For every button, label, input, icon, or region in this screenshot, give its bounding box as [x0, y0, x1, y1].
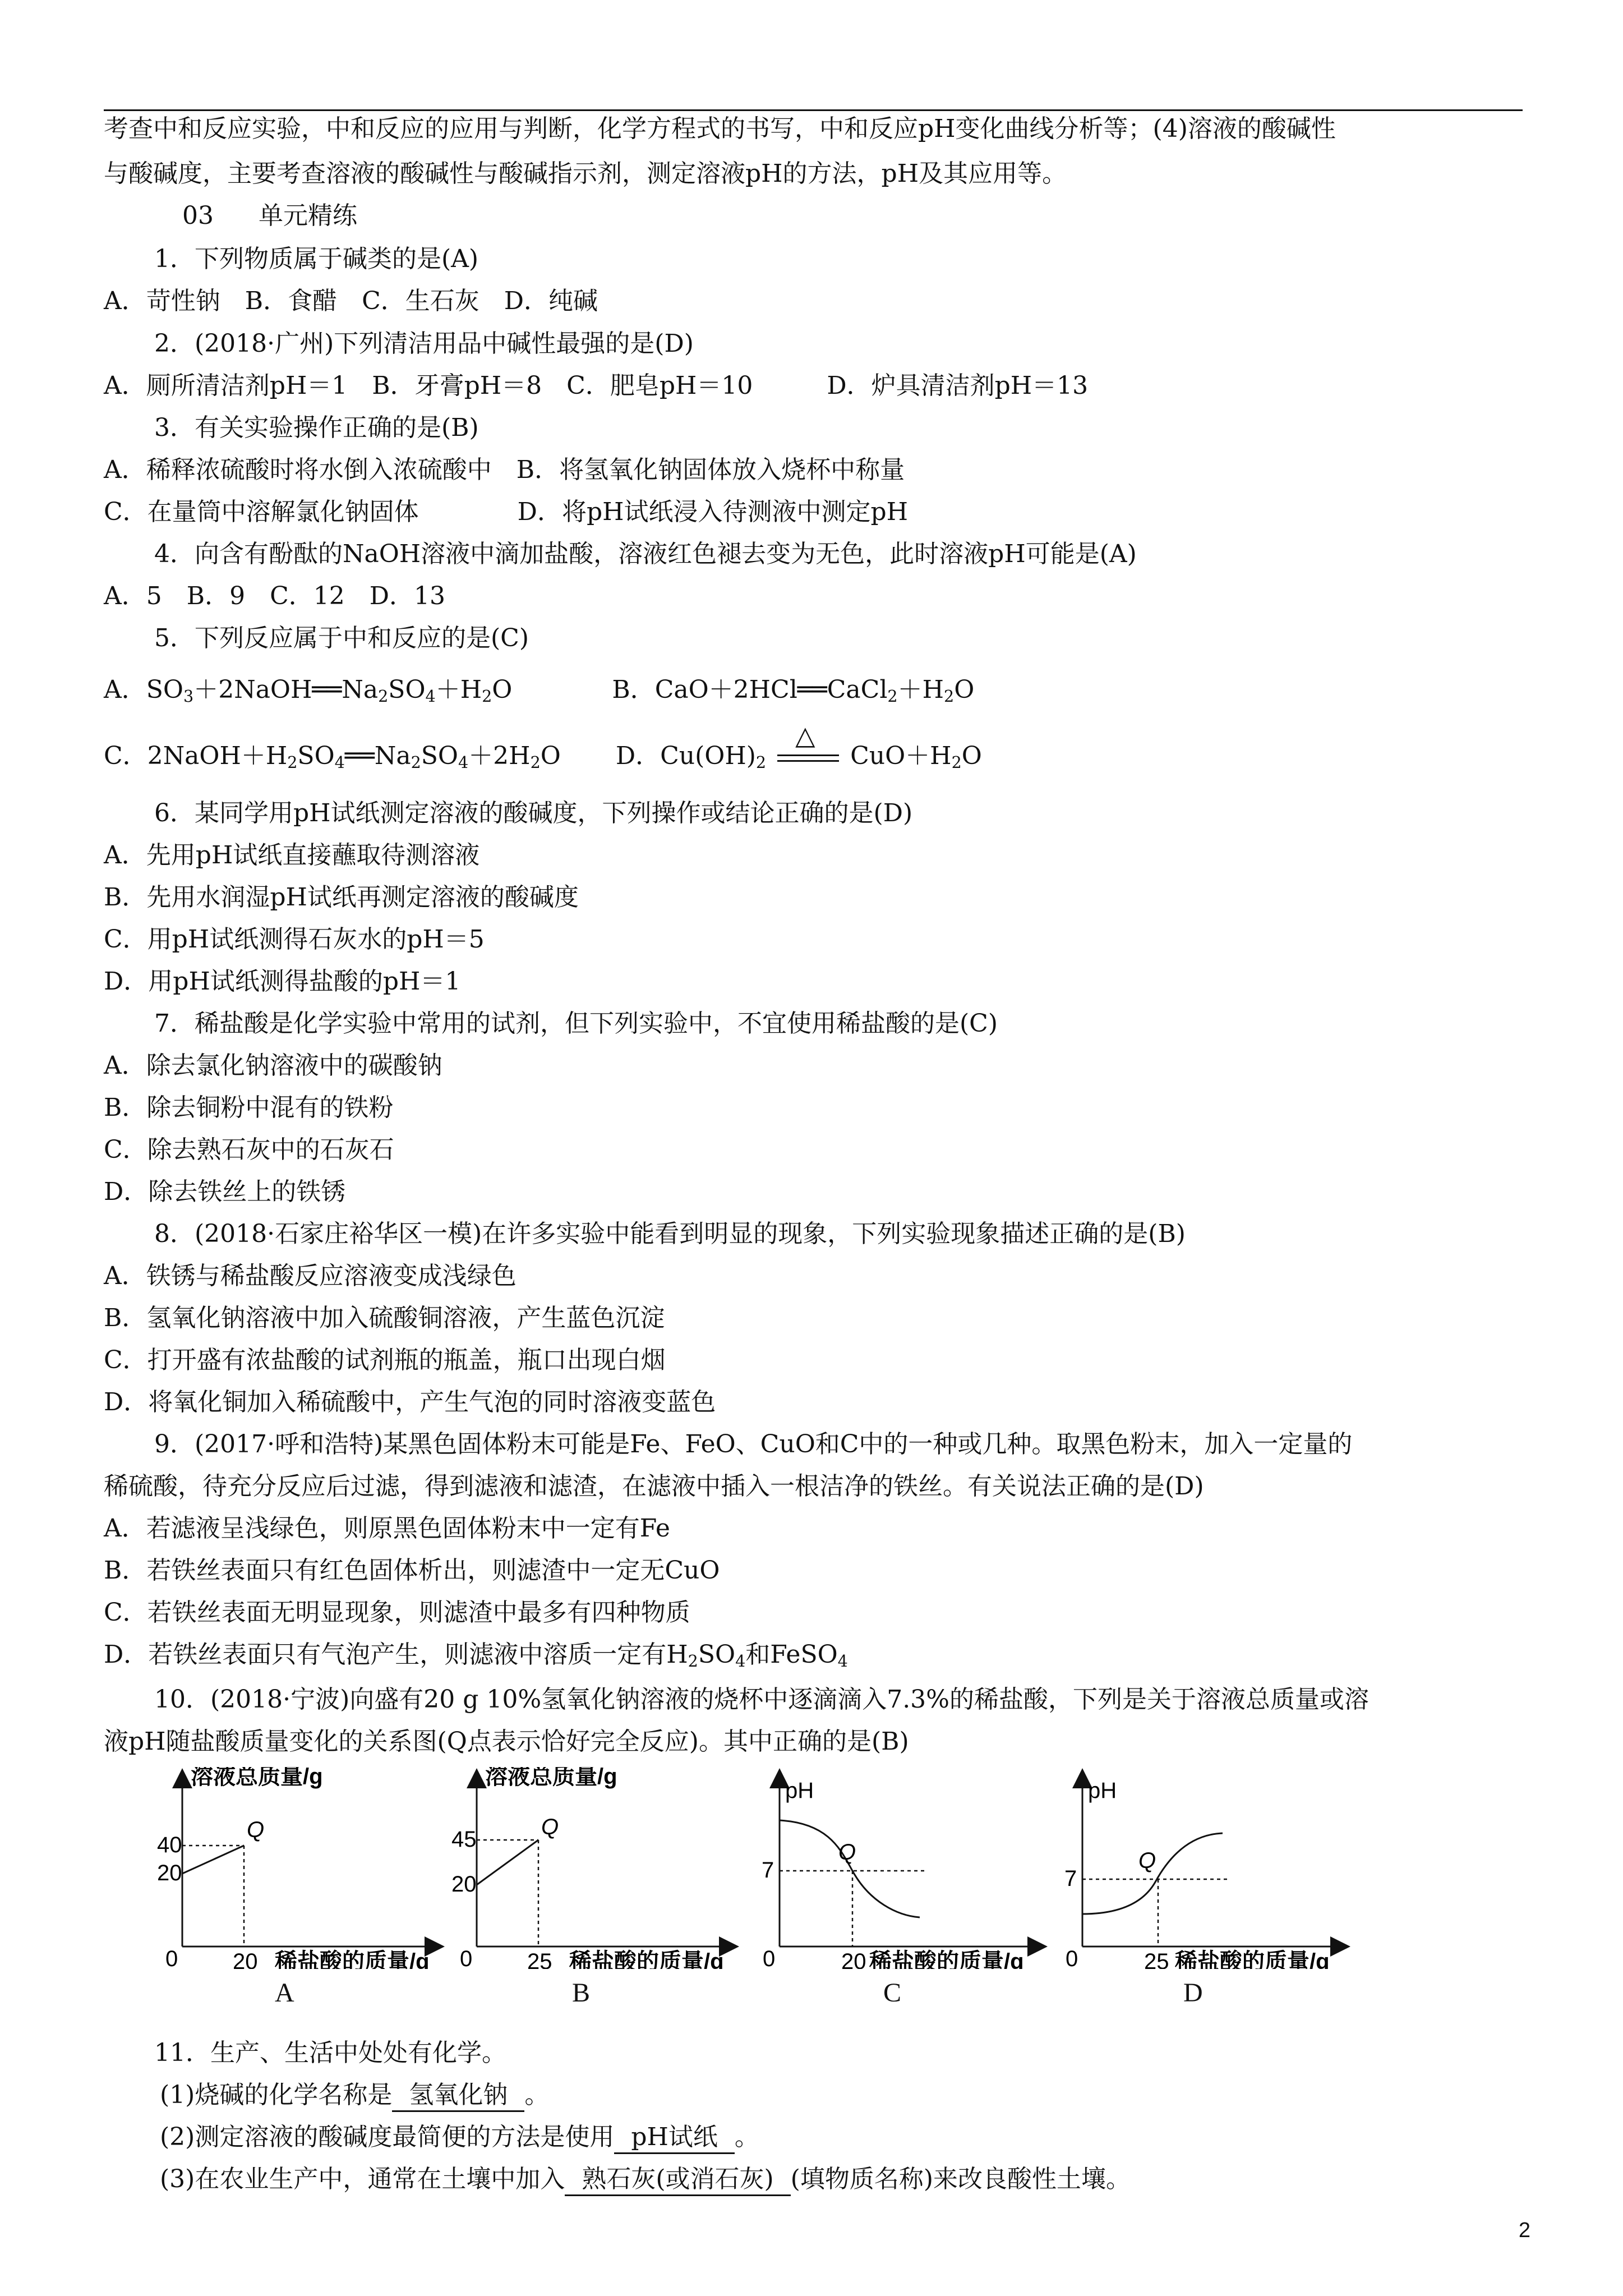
q5-option-c: C．$2NaOH+H_2SO_4══Na_2SO_4+2H_2O$: [104, 742, 561, 772]
graph-a-svg: [154, 1767, 468, 1969]
x-axis-label: 稀盐酸的质量/g: [1175, 1949, 1330, 1969]
ph-curve: [1082, 1833, 1223, 1914]
y-axis-label: 溶液总质量/g: [485, 1767, 617, 1789]
graph-d: [1054, 1767, 1374, 1971]
q6-option-a: A．先用pH试纸直接蘸取待测溶液: [104, 841, 480, 869]
q9-stem-2: 稀硫酸，待充分反应后过滤，得到滤液和滤渣，在滤液中插入一根洁净的铁丝。有关说法正确的是(D): [104, 1472, 1204, 1501]
q5-option-a: A．$SO_3+2NaOH══Na_2SO_4+H_2O$: [104, 675, 513, 706]
q5-options-cd: [104, 720, 982, 773]
q7-stem: 7．稀盐酸是化学实验中常用的试剂，但下列实验中，不宜使用稀盐酸的是(C): [154, 1009, 998, 1038]
q9-option-b: B．若铁丝表面只有红色固体析出，则滤渣中一定无CuO: [104, 1556, 720, 1585]
q1-stem: 1．下列物质属于碱类的是(A): [154, 245, 479, 273]
q10-stem-1: 10．(2018·宁波)向盛有20 g 10%氢氧化钠溶液的烧杯中逐滴滴入7.3%的稀盐酸，下列是关于溶液总质量或溶: [154, 1685, 1369, 1714]
mass-line: [182, 1846, 244, 1874]
y-tick-45: 45: [451, 1827, 477, 1852]
x-tick: 25: [527, 1949, 552, 1969]
q9-option-a: A．若滤液呈浅绿色，则原黑色固体粉末中一定有Fe: [104, 1514, 670, 1543]
ph-curve: [780, 1820, 920, 1917]
graph-b: [449, 1767, 763, 1971]
q9-option-c: C．若铁丝表面无明显现象，则滤渣中最多有四种物质: [104, 1598, 690, 1627]
q5-option-d: D．$Cu(OH)_2$ △ $CuO+H_2O$: [616, 742, 982, 770]
q5-options-ab: [104, 673, 974, 707]
q11-stem: 11．生产、生活中处处有化学。: [154, 2039, 506, 2067]
q5-stem: 5．下列反应属于中和反应的是(C): [154, 624, 529, 652]
q11-part-2: (2)测定溶液的酸碱度最简便的方法是使用 pH试纸 。: [160, 2120, 759, 2154]
graph-c: [751, 1767, 1071, 1971]
x-axis-label: 稀盐酸的质量/g: [569, 1949, 724, 1969]
q8-option-a: A．铁锈与稀盐酸反应溶液变成浅绿色: [104, 1262, 517, 1290]
q-point-label: Q: [541, 1815, 559, 1839]
origin-label: 0: [763, 1947, 776, 1969]
graph-c-label: C: [883, 1978, 902, 2008]
origin-label: 0: [165, 1947, 178, 1969]
q7-option-b: B．除去铜粉中混有的铁粉: [104, 1093, 394, 1122]
q8-option-d: D．将氧化铜加入稀硫酸中，产生气泡的同时溶液变蓝色: [104, 1388, 716, 1416]
graph-a-label: A: [275, 1978, 294, 2008]
q-point-label: Q: [838, 1840, 856, 1865]
q6-option-c: C．用pH试纸测得石灰水的pH＝5: [104, 925, 485, 954]
q7-option-c: C．除去熟石灰中的石灰石: [104, 1135, 394, 1164]
q11-answer-1: 氢氧化钠: [392, 2080, 524, 2112]
q5-option-b: B．$CaO+2HCl══CaCl_2+H_2O$: [612, 675, 975, 706]
q10-stem-2: 液pH随盐酸质量变化的关系图(Q点表示恰好完全反应)。其中正确的是(B): [104, 1727, 909, 1756]
q6-option-b: B．先用水润湿pH试纸再测定溶液的酸碱度: [104, 883, 579, 912]
graph-b-label: B: [572, 1978, 591, 2008]
y-axis-label: 溶液总质量/g: [191, 1767, 323, 1789]
heat-equals-sign: [777, 720, 839, 769]
y-tick-20: 20: [451, 1872, 477, 1897]
q9-stem-1: 9．(2017·呼和浩特)某黑色固体粉末可能是Fe、FeO、CuO和C中的一种或几种。取黑色粉末，加入一定量的: [154, 1430, 1353, 1458]
y-tick-20: 20: [157, 1861, 182, 1885]
x-axis-label: 稀盐酸的质量/g: [869, 1949, 1024, 1969]
y-axis-label: pH: [785, 1778, 814, 1803]
section-number: 03: [182, 201, 214, 230]
graph-b-svg: [449, 1767, 763, 1969]
x-tick: 20: [233, 1949, 258, 1969]
intro-line-2: 与酸碱度，主要考查溶液的酸碱性与酸碱指示剂，测定溶液pH的方法，pH及其应用等。: [104, 159, 1067, 188]
origin-label: 0: [1066, 1947, 1078, 1969]
q7-option-d: D．除去铁丝上的铁锈: [104, 1177, 346, 1206]
q6-stem: 6．某同学用pH试纸测定溶液的酸碱度，下列操作或结论正确的是(D): [154, 799, 913, 827]
top-rule: [104, 109, 1523, 111]
mass-line: [477, 1840, 538, 1885]
q1-options: A．苛性钠 B．食醋 C．生石灰 D．纯碱: [104, 287, 598, 315]
page-number: 2: [1518, 2219, 1530, 2242]
graph-a: [154, 1767, 468, 1971]
q7-option-a: A．除去氯化钠溶液中的碳酸钠: [104, 1051, 442, 1080]
q-point-label: Q: [1138, 1848, 1156, 1873]
y-tick-7: 7: [1064, 1866, 1077, 1891]
y-axis-label: pH: [1088, 1778, 1117, 1803]
origin-label: 0: [460, 1947, 473, 1969]
x-axis-label: 稀盐酸的质量/g: [275, 1949, 430, 1969]
q4-options: A．5 B．9 C．12 D．13: [104, 582, 446, 610]
q11-part-1: (1)烧碱的化学名称是 氢氧化钠 。: [160, 2078, 549, 2112]
q2-options: A．厕所清洁剂pH＝1 B．牙膏pH＝8 C．肥皂pH＝10 D．炉具清洁剂pH＝13: [104, 371, 1089, 400]
q-point-label: Q: [247, 1818, 265, 1842]
q11-answer-3: 熟石灰(或消石灰): [565, 2164, 790, 2196]
q8-option-c: C．打开盛有浓盐酸的试剂瓶的瓶盖，瓶口出现白烟: [104, 1346, 666, 1374]
q8-option-b: B．氢氧化钠溶液中加入硫酸铜溶液，产生蓝色沉淀: [104, 1304, 665, 1332]
x-tick: 25: [1144, 1949, 1169, 1969]
section-heading: [182, 199, 357, 233]
q2-stem: 2．(2018·广州)下列清洁用品中碱性最强的是(D): [154, 329, 694, 358]
graph-c-svg: [751, 1767, 1071, 1969]
q3-stem: 3．有关实验操作正确的是(B): [154, 413, 479, 442]
q4-stem: 4．向含有酚酞的NaOH溶液中滴加盐酸，溶液红色褪去变为无色，此时溶液pH可能是(A): [154, 540, 1137, 568]
q3-options-ab: A．稀释浓硫酸时将水倒入浓硫酸中 B．将氢氧化钠固体放入烧杯中称量: [104, 455, 905, 484]
x-tick: 20: [841, 1949, 866, 1969]
section-title: 单元精练: [259, 201, 357, 230]
q11-part-3: (3)在农业生产中，通常在土壤中加入 熟石灰(或消石灰) (填物质名称)来改良酸性土壤。: [160, 2162, 1131, 2196]
q6-option-d: D．用pH试纸测得盐酸的pH＝1: [104, 967, 461, 996]
intro-line-1: 考查中和反应实验，中和反应的应用与判断，化学方程式的书写，中和反应pH变化曲线分析等；(4)溶液的酸碱性: [104, 114, 1336, 143]
q9-option-d: D．若铁丝表面只有气泡产生，则滤液中溶质一定有$H_2SO_4$和FeSO$_4$: [104, 1640, 848, 1671]
y-tick-7: 7: [762, 1858, 774, 1883]
q11-answer-2: pH试纸: [614, 2122, 735, 2154]
graph-d-label: D: [1183, 1978, 1203, 2008]
heat-triangle-icon: △: [795, 720, 815, 751]
y-tick-40: 40: [157, 1833, 182, 1857]
q8-stem: 8．(2018·石家庄裕华区一模)在许多实验中能看到明显的现象，下列实验现象描述正确的是(B): [154, 1220, 1186, 1248]
q3-options-cd: C．在量筒中溶解氯化钠固体 D．将pH试纸浸入待测液中测定pH: [104, 498, 909, 526]
graph-d-svg: [1054, 1767, 1374, 1969]
